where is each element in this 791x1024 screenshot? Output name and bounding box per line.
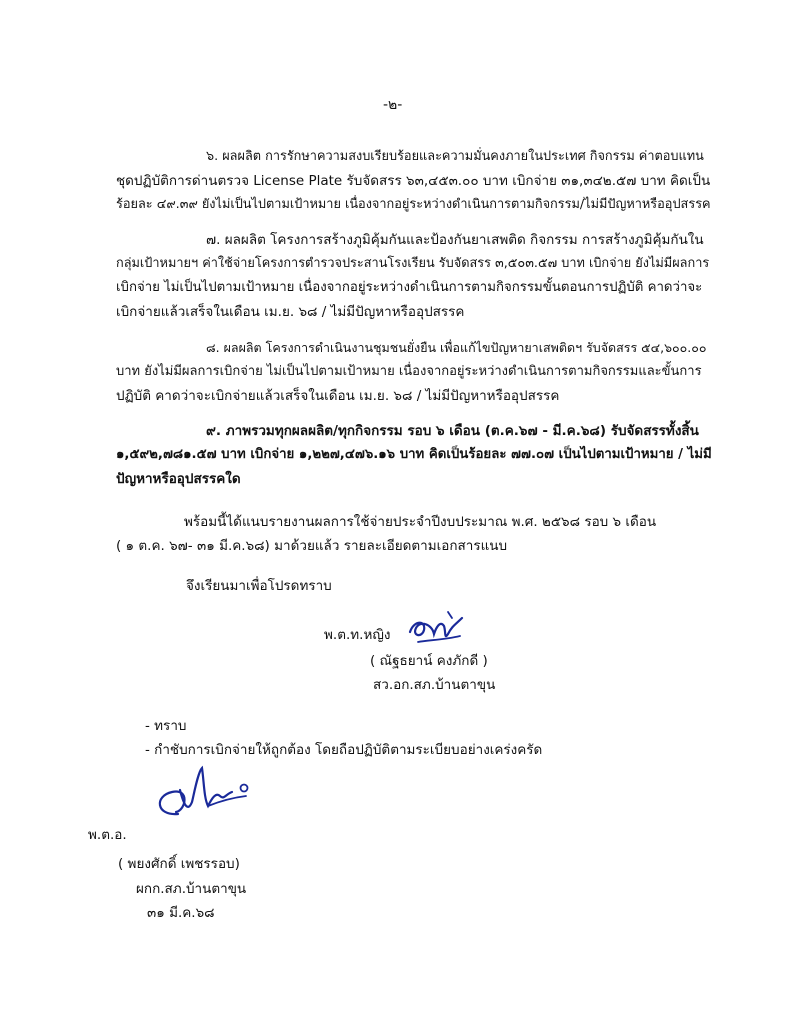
attachment-line-2: ( ๑ ต.ค. ๖๗- ๓๑ มี.ค.๖๘) มาด้วยแล้ว รายละเอียดตามเอกสารแนบ <box>116 538 508 554</box>
page-number: -๒- <box>383 97 403 113</box>
item-9-line-1: ๙. ภาพรวมทุกผลผลิต/ทุกกิจกรรม รอบ ๖ เดือน (ต.ค.๖๗ - มี.ค.๖๘) รับจัดสรรทั้งสิ้น <box>206 423 699 439</box>
signature-icon <box>146 762 258 840</box>
order-instruction: - กำชับการเบิกจ่ายให้ถูกต้อง โดยถือปฏิบัติตามระเบียบอย่างเคร่งครัด <box>145 742 543 758</box>
approver-position: ผกก.สภ.บ้านตาขุน <box>136 881 247 897</box>
sender-rank: พ.ต.ท.หญิง <box>324 627 391 643</box>
item-7-line-1: ๗. ผลผลิต โครงการสร้างภูมิคุ้มกันและป้องกันยาเสพติด กิจกรรม การสร้างภูมิคุ้มกันใน <box>206 232 704 248</box>
item-8-line-3: ปฏิบัติ คาดว่าจะเบิกจ่ายแล้วเสร็จในเดือน เม.ย. ๖๘ / ไม่มีปัญหาหรืออุปสรรค <box>116 388 560 404</box>
item-7-line-4: เบิกจ่ายแล้วเสร็จในเดือน เม.ย. ๖๘ / ไม่มีปัญหาหรืออุปสรรค <box>116 304 465 320</box>
item-6-line-1: ๖. ผลผลิต การรักษาความสงบเรียบร้อยและความมั่นคงภายในประเทศ กิจกรรม ค่าตอบแทน <box>206 149 704 164</box>
item-6-line-2: ชุดปฏิบัติการด่านตรวจ License Plate รับจัดสรร ๖๓,๔๕๓.๐๐ บาท เบิกจ่าย ๓๑,๓๔๒.๕๗ บาท คิดเป็น <box>116 173 711 189</box>
item-7-line-2: กลุ่มเป้าหมายฯ ค่าใช้จ่ายโครงการตำรวจประสานโรงเรียน รับจัดสรร ๓,๕๐๓.๕๗ บาท เบิกจ่าย ยังไม่มีผลการ <box>116 256 710 271</box>
approver-name: ( พยงศักดิ์ เพชรรอบ) <box>118 856 240 872</box>
item-8-line-2: บาท ยังไม่มีผลการเบิกจ่าย ไม่เป็นไปตามเป้าหมาย เนื่องจากอยู่ระหว่างดำเนินการตามกิจกรรมและขั้นการ <box>116 364 702 379</box>
closing-text: จึงเรียนมาเพื่อโปรดทราบ <box>186 578 332 594</box>
item-9-line-2: ๑,๕๙๒,๗๘๑.๕๗ บาท เบิกจ่าย ๑,๒๒๗,๔๗๖.๑๖ บาท คิดเป็นร้อยละ ๗๗.๐๗ เป็นไปตามเป้าหมาย / ไม่มี <box>116 447 712 462</box>
approver-date: ๓๑ มี.ค.๖๘ <box>147 905 215 921</box>
order-acknowledged: - ทราบ <box>145 718 187 734</box>
item-7-line-3: เบิกจ่าย ไม่เป็นไปตามเป้าหมาย เนื่องจากอยู่ระหว่างดำเนินการตามกิจกรรมขั้นตอนการปฏิบัติ คาดว่าจะ <box>116 280 703 295</box>
attachment-line-1: พร้อมนี้ได้แนบรายงานผลการใช้จ่ายประจำปีงบประมาณ พ.ศ. ๒๕๖๘ รอบ ๖ เดือน <box>184 514 657 530</box>
item-8-line-1: ๘. ผลผลิต โครงการดำเนินงานชุมชนยั่งยืน เพื่อแก้ไขปัญหายาเสพติดฯ รับจัดสรร ๕๔,๖๐๐.๐๐ <box>206 340 707 355</box>
approver-rank: พ.ต.อ. <box>88 827 127 843</box>
item-6-line-3: ร้อยละ ๔๙.๓๙ ยังไม่เป็นไปตามเป้าหมาย เนื่องจากอยู่ระหว่างดำเนินการตามกิจกรรม/ไม่มีปัญหาหรืออุปสรรค <box>116 197 711 212</box>
sender-name: ( ณัฐธยาน์ คงภักดี ) <box>370 653 488 669</box>
item-9-line-3: ปัญหาหรืออุปสรรคใด <box>116 471 241 487</box>
signature-icon <box>404 606 468 652</box>
sender-position: สว.อก.สภ.บ้านตาขุน <box>373 677 496 693</box>
